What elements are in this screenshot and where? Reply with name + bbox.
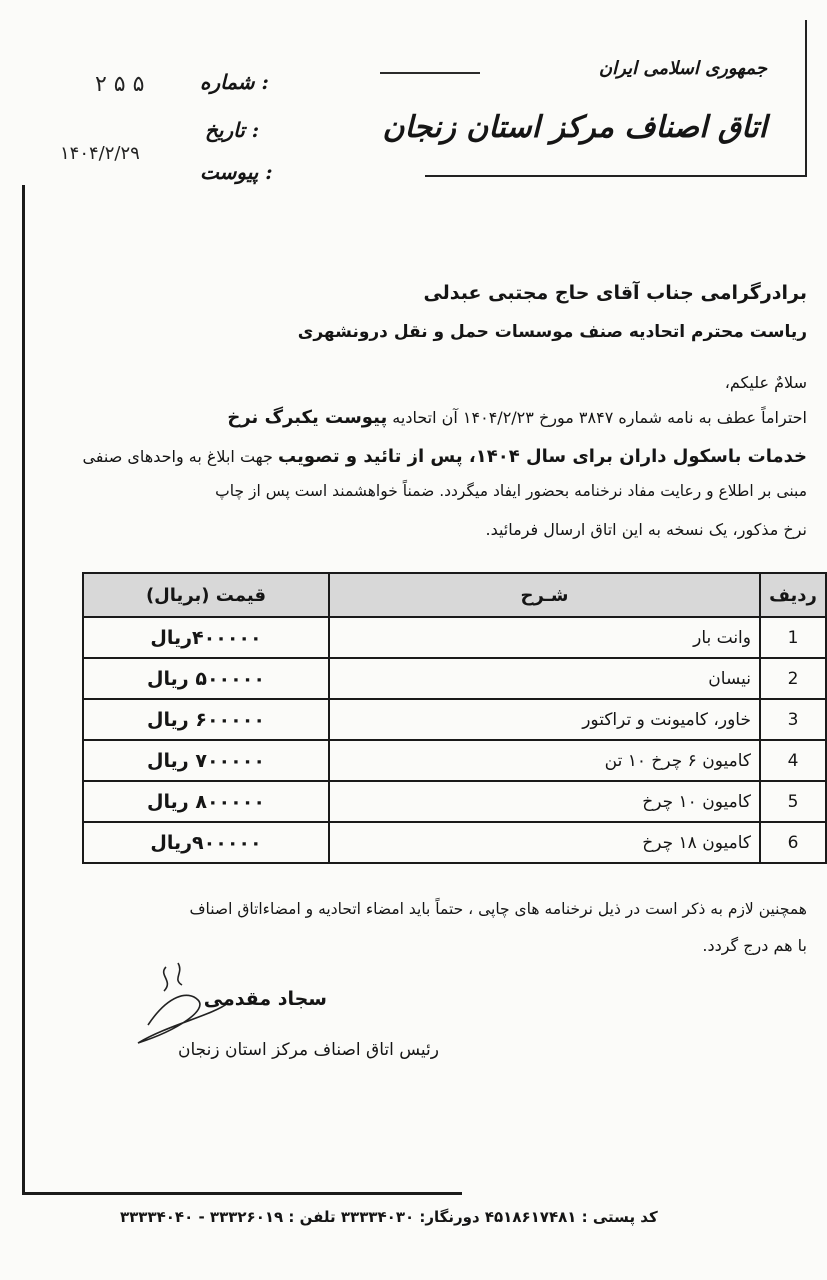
row-number: 2 <box>760 658 826 699</box>
row-description: وانت بار <box>329 617 760 658</box>
signatory-name: سجاد مقدمی <box>203 988 327 1010</box>
paragraph-line2-bold: خدمات باسکول داران برای سال ۱۴۰۴، پس از تائید و تصویب <box>278 446 807 467</box>
row-price: ۴۰۰۰۰۰ریال <box>83 617 329 658</box>
row-number: 4 <box>760 740 826 781</box>
header-description: شـرح <box>329 573 760 617</box>
footer-contact: کد پستی : ۴۵۱۸۶۱۷۴۸۱ دورنگار: ۳۳۳۳۴۰۳۰ تلفن : ۳۳۳۲۶۰۱۹ - ۳۳۳۳۴۰۴۰ <box>120 1208 658 1226</box>
row-description: کامیون ۱۰ چرخ <box>329 781 760 822</box>
paragraph-line3: مبنی بر اطلاع و رعایت مفاد نرخنامه بحضور ایفاد میگردد. ضمناً خواهشمند است پس از چاپ <box>215 482 807 500</box>
table-row <box>83 699 826 740</box>
header-border-bottom <box>425 175 807 177</box>
header-border-right <box>805 20 807 175</box>
date-value: ۱۴۰۴/۲/۲۹ <box>60 143 140 164</box>
row-description: کامیون ۶ چرخ ۱۰ تن <box>329 740 760 781</box>
table-header-row <box>83 573 826 617</box>
number-value: ۲ ۵ ۵ <box>95 72 145 97</box>
paragraph-line1-bold: پیوست یکبرگ نرخ <box>227 407 388 428</box>
attachment-label: پیوست : <box>200 160 273 184</box>
row-description: خاور، کامیونت و تراکتور <box>329 699 760 740</box>
table-row <box>83 617 826 658</box>
page-border-bottom <box>22 1192 462 1195</box>
recipient-line1: برادرگرامی جناب آقای حاج مجتبی عبدلی <box>423 282 807 304</box>
rate-table <box>82 572 827 864</box>
row-price: ۸۰۰۰۰۰ ریال <box>83 781 329 822</box>
row-number: 6 <box>760 822 826 863</box>
header-border-top <box>380 72 480 74</box>
organization-title: اتاق اصناف مرکز استان زنجان <box>382 110 767 145</box>
row-description: کامیون ۱۸ چرخ <box>329 822 760 863</box>
table-row <box>83 658 826 699</box>
paragraph-line4: نرخ مذکور، یک نسخه به این اتاق ارسال فرمائید. <box>485 520 807 539</box>
paragraph-line1 <box>227 407 807 428</box>
table-row <box>83 740 826 781</box>
row-price: ۹۰۰۰۰۰ریال <box>83 822 329 863</box>
row-number: 1 <box>760 617 826 658</box>
republic-title: جمهوری اسلامی ایران <box>598 58 767 79</box>
row-price: ۷۰۰۰۰۰ ریال <box>83 740 329 781</box>
row-price: ۶۰۰۰۰۰ ریال <box>83 699 329 740</box>
date-label: تاریخ : <box>205 118 260 142</box>
row-number: 3 <box>760 699 826 740</box>
paragraph-line2 <box>82 446 807 467</box>
number-label: شماره : <box>200 70 269 94</box>
closing-line2: با هم درج گردد. <box>702 936 807 955</box>
signatory-title: رئیس اتاق اصناف مرکز استان زنجان <box>178 1040 439 1060</box>
paragraph-line2-text: جهت ابلاغ به واحدهای صنفی <box>82 447 273 466</box>
row-description: نیسان <box>329 658 760 699</box>
paragraph-line1-text: احتراماً عطف به نامه شماره ۳۸۴۷ مورخ ۱۴۰۴/۲/۲۳ آن اتحادیه <box>392 408 807 427</box>
table-row <box>83 822 826 863</box>
page-border-left <box>22 185 25 1195</box>
table-row <box>83 781 826 822</box>
row-price: ۵۰۰۰۰۰ ریال <box>83 658 329 699</box>
closing-line1: همچنین لازم به ذکر است در ذیل نرخنامه های چاپی ، حتماً باید امضاء اتحادیه و امضاءاتاق اصناف <box>189 900 807 918</box>
header-price: قیمت (بریال) <box>83 573 329 617</box>
header-row-number: ردیف <box>760 573 826 617</box>
recipient-line2: ریاست محترم اتحادیه صنف موسسات حمل و نقل درونشهری <box>297 322 807 342</box>
row-number: 5 <box>760 781 826 822</box>
greeting: سلامٌ علیکم، <box>724 373 807 392</box>
